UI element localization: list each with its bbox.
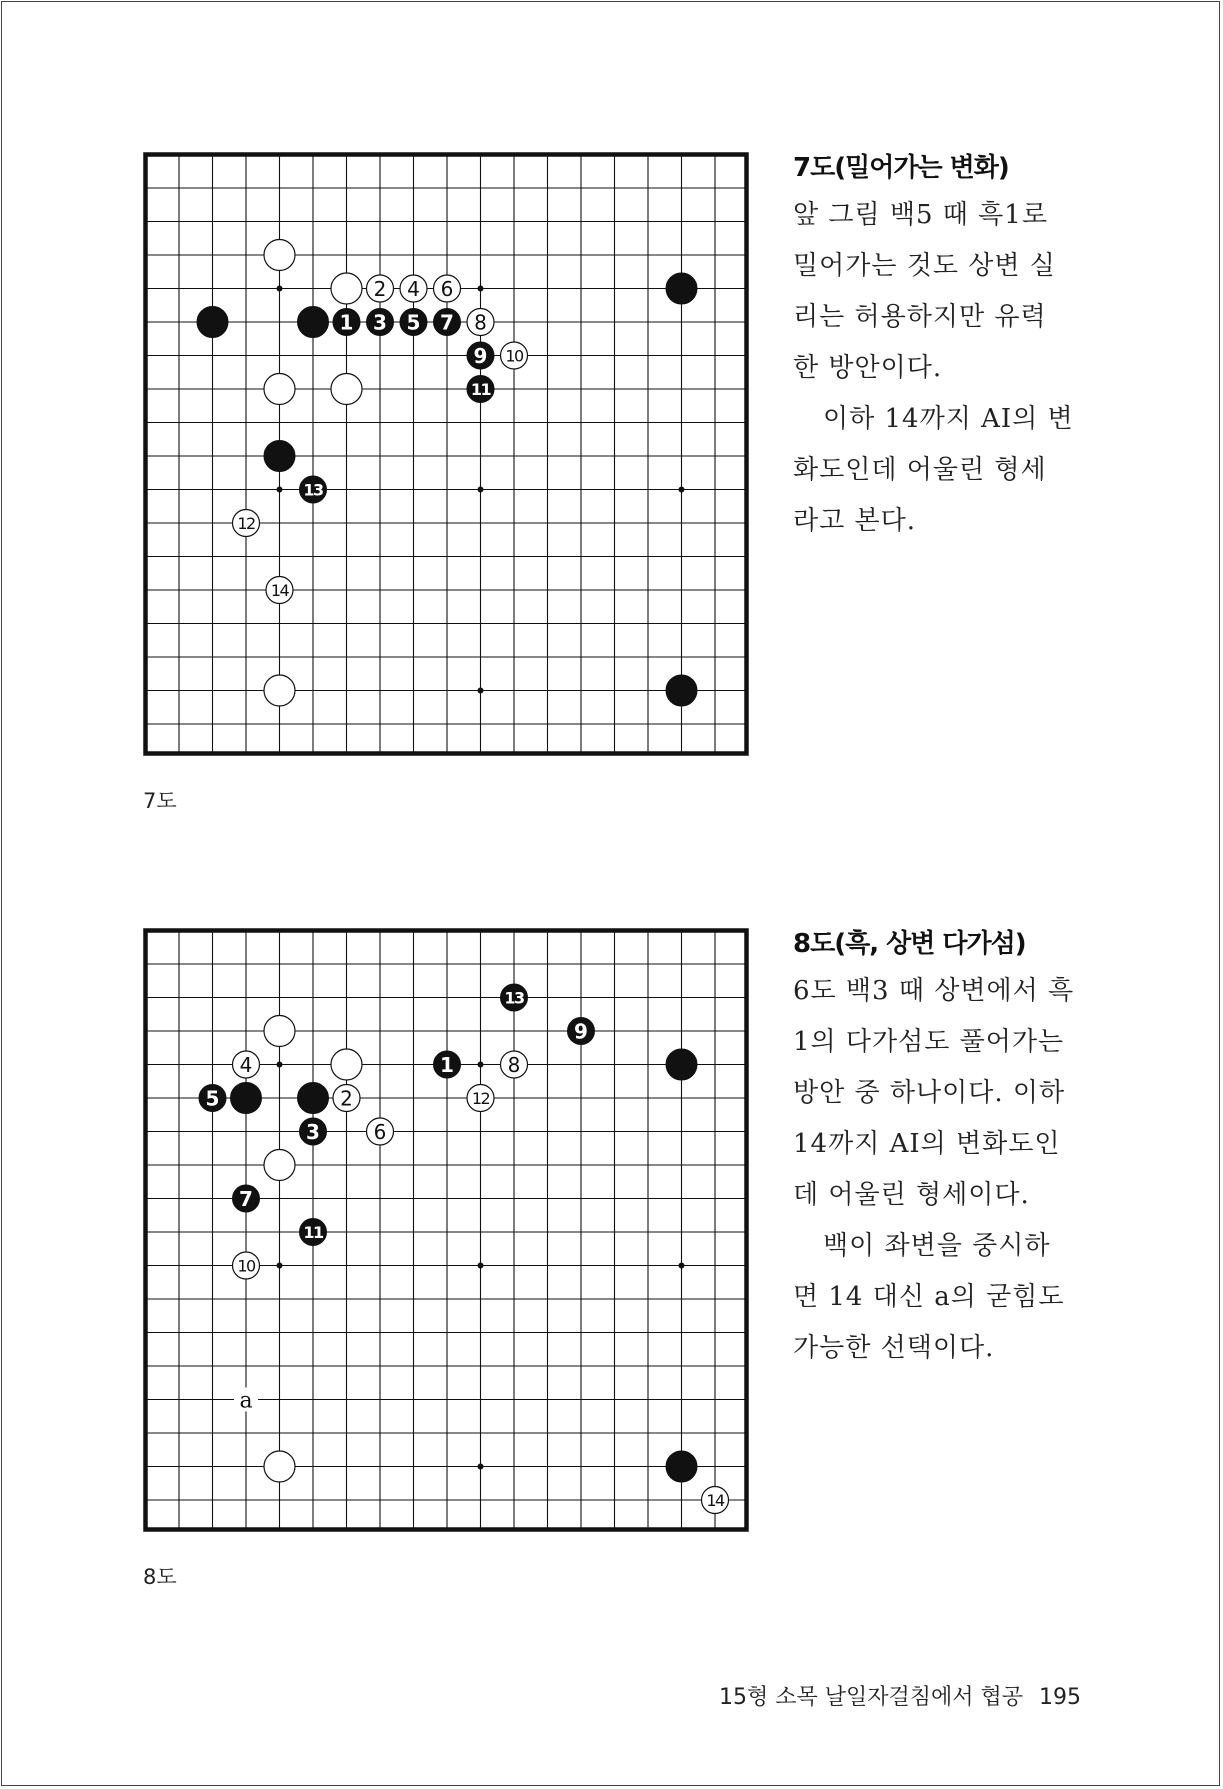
white-stone [333,1085,360,1112]
board-grid [146,931,747,1530]
black-stone [367,309,394,336]
move-number: 2 [373,277,387,301]
black-stone [298,1083,329,1114]
black-stone [666,1049,697,1080]
black-stone [434,1051,461,1078]
stone-disc [666,1451,697,1482]
move-number: 12 [237,514,255,533]
commentary-diagram-8 [793,923,1093,1374]
move-number: 13 [504,988,524,1008]
commentary-line: 백이 좌변을 중시하 [823,1231,1051,1261]
black-stone [264,441,295,472]
white-stone [467,1085,494,1112]
white-stone [233,510,260,537]
move-number: 1 [339,310,354,335]
commentary-line: 화도인데 어울린 형세 [793,455,1047,485]
commentary-line: 가능한 선택이다. [793,1333,995,1363]
stone-disc [231,1083,262,1114]
white-stone [266,577,293,604]
move-number: 6 [440,277,454,301]
white-stone [264,374,295,405]
move-number: 1 [440,1053,454,1077]
commentary-line: 14까지 AI의 변화도인 [793,1129,1061,1159]
white-stone [233,1252,260,1279]
black-stone [501,984,528,1011]
star-point [277,1062,283,1068]
white-stone [331,273,362,304]
white-stone [501,1051,528,1078]
move-number: 10 [237,1256,255,1276]
commentary-line: 밀어가는 것도 상변 실 [793,251,1056,281]
stone-disc [331,273,362,304]
star-point [478,1464,484,1470]
stone-disc [264,1150,295,1181]
white-stone [264,675,295,706]
white-stone [434,275,461,302]
commentary-line: 앞 그림 백5 때 흑1로 [793,200,1048,230]
black-stone [666,273,697,304]
move-number: 5 [406,310,421,335]
commentary-line: 1의 다가섬도 풀어가는 [793,1027,1065,1057]
move-number: 5 [205,1086,220,1111]
move-number: 8 [474,310,487,335]
white-stone [501,342,528,369]
stone-disc [264,1016,295,1047]
commentary-line: 라고 본다. [793,506,916,536]
black-stone [300,1118,327,1145]
black-stone [467,376,494,403]
white-stone [331,1049,362,1080]
commentary-line: 면 14 대신 a의 굳힘도 [793,1282,1065,1312]
star-point [478,688,484,694]
black-stone [666,675,697,706]
board-border [146,931,747,1530]
move-number: 9 [473,344,488,368]
black-stone [300,1219,327,1246]
stone-disc [666,273,697,304]
black-stone [434,309,461,336]
stone-disc [264,441,295,472]
black-stone [400,309,427,336]
white-stone [264,1451,295,1482]
stone-disc [264,374,295,405]
stone-disc [264,1451,295,1482]
footer-chapter-title: 15형 소목 날일자걸침에서 협공 [719,1685,1023,1710]
move-number: 12 [471,1089,490,1108]
stone-disc [298,1083,329,1114]
white-stone [367,275,394,302]
commentary-line: 방안 중 하나이다. 이하 [793,1078,1066,1108]
white-stone [702,1487,729,1514]
commentary-heading: 8도(흑, 상변 다가섬) [793,929,1026,959]
diagram-caption: 8도 [143,1565,177,1589]
move-number: 3 [306,1120,320,1144]
black-stone [568,1018,595,1045]
move-number: 4 [239,1053,253,1077]
commentary-heading: 7도(밀어가는 변화) [793,153,1009,183]
black-stone [300,476,327,503]
black-stone [666,1451,697,1482]
star-point [478,1263,484,1269]
star-point [277,286,283,292]
move-number: 9 [574,1019,588,1044]
commentary-line: 한 방안이다. [793,353,943,383]
point-label: a [239,1388,253,1414]
white-stone [400,275,427,302]
star-point [679,487,685,493]
black-stone [233,1185,260,1212]
black-stone [199,1085,226,1112]
star-point [277,1263,283,1269]
move-number: 14 [706,1491,724,1510]
move-number: 7 [440,310,454,335]
stone-disc [264,675,295,706]
move-number: 13 [303,480,323,500]
page-footer [719,1680,1081,1711]
stone-disc [298,307,329,338]
commentary-line: 리는 허용하지만 유력 [793,302,1047,332]
black-stone [298,307,329,338]
white-stone [233,1051,260,1078]
white-stone [467,309,494,336]
move-number: 11 [470,380,491,399]
diagram-caption: 7도 [143,789,177,813]
stone-disc [331,374,362,405]
move-number: 3 [373,310,387,335]
white-stone [264,1150,295,1181]
move-number: 14 [270,581,289,600]
move-number: 8 [507,1053,521,1077]
white-stone [264,240,295,271]
white-stone [367,1118,394,1145]
move-number: 10 [505,346,523,366]
stone-disc [666,675,697,706]
move-number: 7 [239,1187,253,1211]
move-number: 6 [373,1120,387,1144]
move-number: 2 [340,1086,353,1111]
stone-disc [666,1049,697,1080]
star-point [277,487,283,493]
move-number: 4 [407,277,420,301]
stone-disc [331,1049,362,1080]
board-border [146,155,747,754]
white-stone [331,374,362,405]
star-point [679,1263,685,1269]
stone-disc [197,307,228,338]
black-stone [197,307,228,338]
commentary-line: 데 어울린 형세이다. [793,1180,1030,1210]
black-stone [467,342,494,369]
star-point [478,487,484,493]
go-board-diagram-7 [143,152,749,756]
commentary-line: 6도 백3 때 상변에서 흑 [793,976,1075,1006]
black-stone [333,309,360,336]
board-grid [146,155,747,754]
go-board-diagram-8 [143,928,749,1532]
commentary-diagram-7 [793,147,1093,547]
star-point [478,1062,484,1068]
stone-disc [264,240,295,271]
white-stone [264,1016,295,1047]
footer-page-number: 195 [1039,1685,1081,1710]
move-number: 11 [303,1223,323,1242]
black-stone [231,1083,262,1114]
commentary-line: 이하 14까지 AI의 변 [823,404,1074,434]
star-point [478,286,484,292]
